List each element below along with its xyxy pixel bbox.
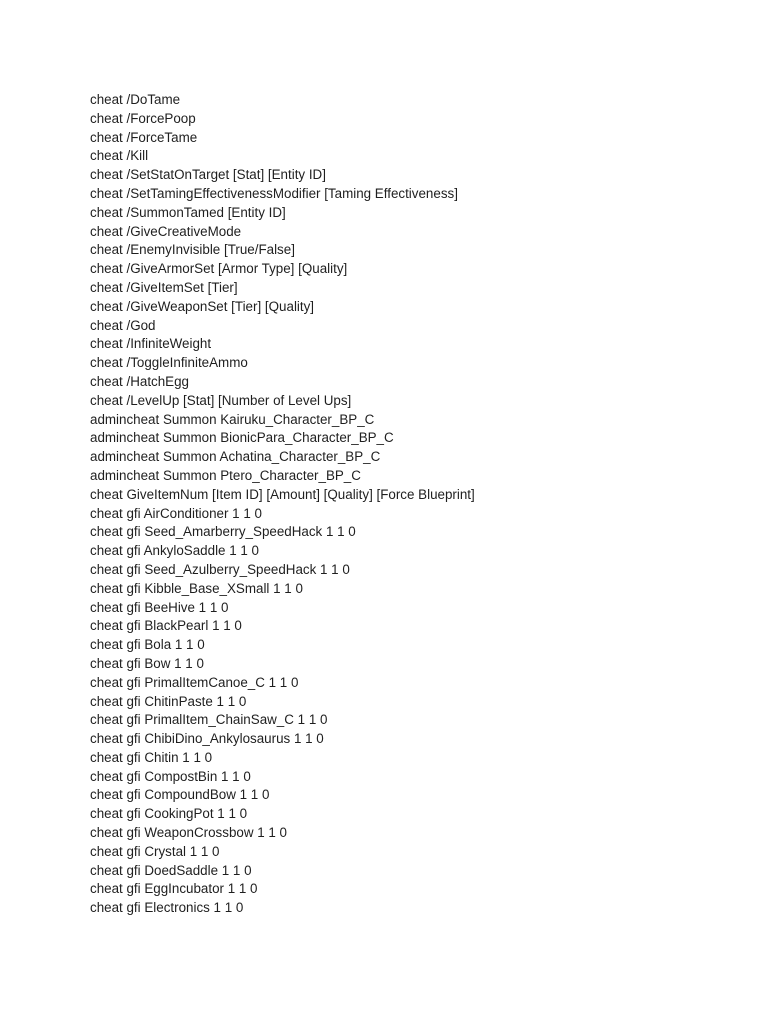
command-line: cheat /LevelUp [Stat] [Number of Level Ups] bbox=[90, 392, 352, 408]
command-line: cheat gfi Seed_Azulberry_SpeedHack 1 1 0 bbox=[90, 561, 350, 577]
command-line: admincheat Summon BionicPara_Character_BP_C bbox=[90, 430, 394, 446]
command-line: admincheat Summon Kairuku_Character_BP_C bbox=[90, 411, 375, 427]
command-line: cheat /SetStatOnTarget [Stat] [Entity ID] bbox=[90, 167, 326, 183]
command-line: admincheat Summon Achatina_Character_BP_C bbox=[90, 449, 381, 465]
command-line: cheat gfi CompostBin 1 1 0 bbox=[90, 768, 251, 784]
command-line: cheat gfi Chitin 1 1 0 bbox=[90, 749, 213, 765]
command-line: cheat GiveItemNum [Item ID] [Amount] [Quality] [Force Blueprint] bbox=[90, 486, 475, 502]
command-line: cheat gfi Electronics 1 1 0 bbox=[90, 900, 244, 916]
command-line: cheat /InfiniteWeight bbox=[90, 336, 212, 352]
command-line: admincheat Summon Ptero_Character_BP_C bbox=[90, 467, 361, 483]
command-line: cheat gfi DoedSaddle 1 1 0 bbox=[90, 862, 252, 878]
command-line: cheat gfi AirConditioner 1 1 0 bbox=[90, 505, 262, 521]
command-line: cheat gfi BlackPearl 1 1 0 bbox=[90, 618, 242, 634]
command-line: cheat gfi Seed_Amarberry_SpeedHack 1 1 0 bbox=[90, 524, 356, 540]
command-line: cheat /SummonTamed [Entity ID] bbox=[90, 204, 286, 220]
command-line: cheat gfi BeeHive 1 1 0 bbox=[90, 599, 229, 615]
command-line: cheat gfi CookingPot 1 1 0 bbox=[90, 806, 248, 822]
command-line: cheat /DoTame bbox=[90, 92, 181, 107]
command-line: cheat /HatchEgg bbox=[90, 373, 190, 389]
command-line: cheat gfi PrimalItemCanoe_C 1 1 0 bbox=[90, 674, 299, 690]
command-line: cheat gfi ChitinPaste 1 1 0 bbox=[90, 693, 247, 709]
command-line: cheat gfi Kibble_Base_XSmall 1 1 0 bbox=[90, 580, 303, 596]
command-line: cheat gfi Bola 1 1 0 bbox=[90, 637, 205, 653]
command-line: cheat gfi CompoundBow 1 1 0 bbox=[90, 787, 270, 803]
command-line: cheat gfi AnkyloSaddle 1 1 0 bbox=[90, 543, 259, 559]
command-line: cheat /ForcePoop bbox=[90, 110, 196, 126]
command-line: cheat gfi WeaponCrossbow 1 1 0 bbox=[90, 825, 288, 841]
command-line: cheat /GiveCreativeMode bbox=[90, 223, 242, 239]
command-line: cheat gfi Crystal 1 1 0 bbox=[90, 843, 220, 859]
command-line: cheat gfi Bow 1 1 0 bbox=[90, 655, 204, 671]
command-line: cheat gfi ChibiDino_Ankylosaurus 1 1 0 bbox=[90, 731, 324, 747]
command-line: cheat /ForceTame bbox=[90, 129, 198, 145]
command-list bbox=[90, 91, 475, 918]
command-line: cheat gfi EggIncubator 1 1 0 bbox=[90, 881, 258, 897]
command-line: cheat gfi PrimalItem_ChainSaw_C 1 1 0 bbox=[90, 712, 328, 728]
command-line: cheat /Kill bbox=[90, 148, 149, 164]
command-line: cheat /GiveWeaponSet [Tier] [Quality] bbox=[90, 298, 315, 314]
command-line: cheat /GiveArmorSet [Armor Type] [Quality] bbox=[90, 261, 348, 277]
command-line: cheat /God bbox=[90, 317, 156, 333]
command-line: cheat /GiveItemSet [Tier] bbox=[90, 279, 238, 295]
command-line: cheat /ToggleInfiniteAmmo bbox=[90, 355, 248, 371]
command-line: cheat /EnemyInvisible [True/False] bbox=[90, 242, 295, 258]
command-line: cheat /SetTamingEffectivenessModifier [Taming Effectiveness] bbox=[90, 185, 458, 201]
